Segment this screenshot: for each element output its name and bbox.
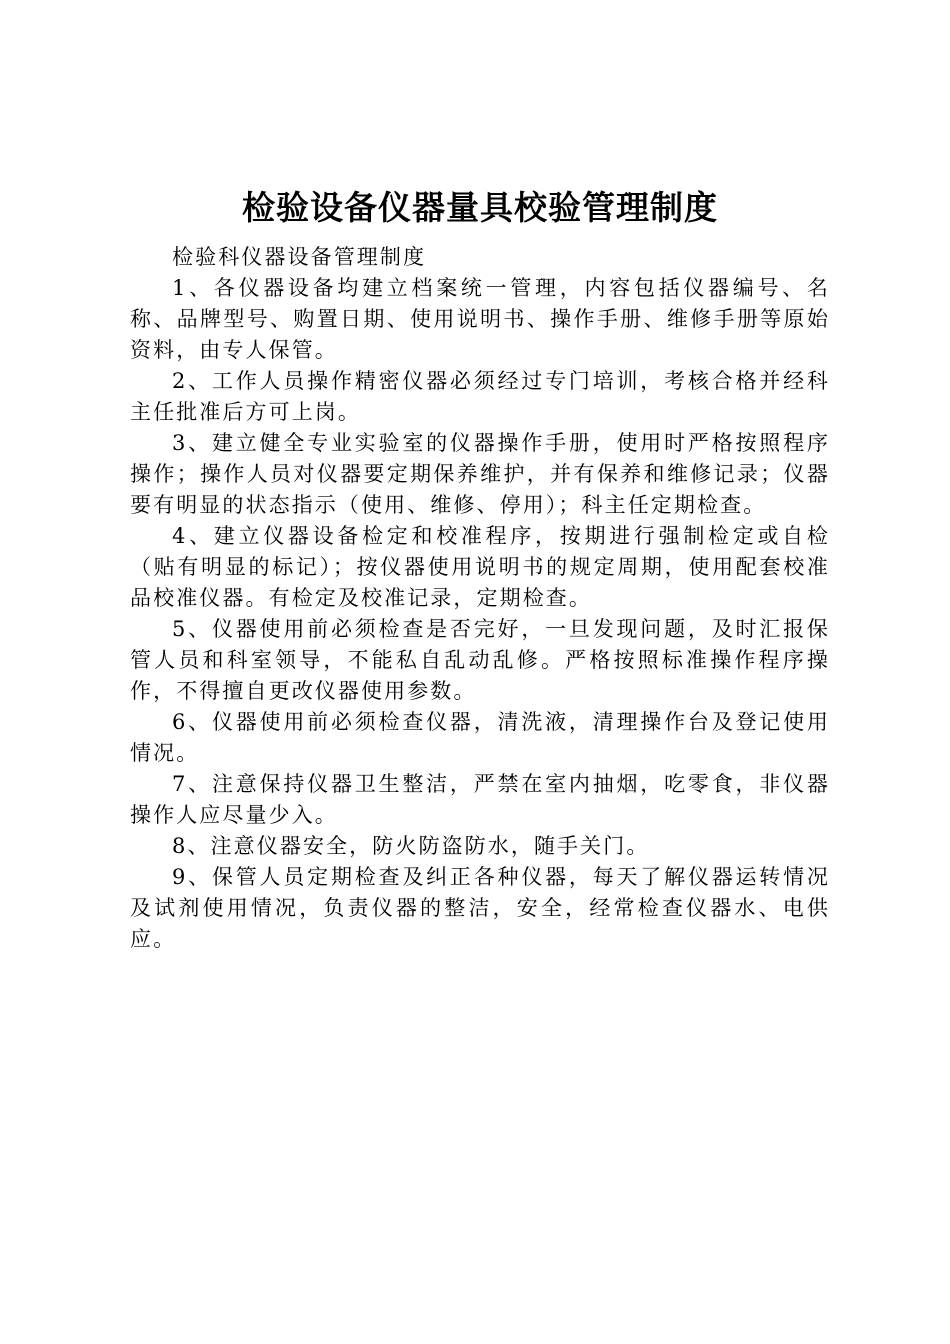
paragraph-4: 4、建立仪器设备检定和校准程序，按期进行强制检定或自检（贴有明显的标记）；按仪器使用说明书的规定周期，使用配套校准品校准仪器。有检定及校准记录，定期检查。 (130, 524, 830, 610)
paragraph-2: 2、工作人员操作精密仪器必须经过专门培训，考核合格并经科主任批准后方可上岗。 (130, 369, 830, 424)
paragraph-7: 7、注意保持仪器卫生整洁，严禁在室内抽烟，吃零食，非仪器操作人应尽量少入。 (130, 772, 830, 827)
paragraph-8: 8、注意仪器安全，防火防盗防水，随手关门。 (172, 834, 650, 858)
paragraph-5: 5、仪器使用前必须检查是否完好，一旦发现问题，及时汇报保管人员和科室领导，不能私自乱动乱修。严格按照标准操作程序操作，不得擅自更改仪器使用参数。 (130, 617, 830, 703)
paragraph-1: 1、各仪器设备均建立档案统一管理，内容包括仪器编号、名称、品牌型号、购置日期、使用说明书、操作手册、维修手册等原始资料，由专人保管。 (130, 276, 830, 362)
document-title: 检验设备仪器量具校验管理制度 (242, 188, 718, 227)
paragraph-9: 9、保管人员定期检查及纠正各种仪器，每天了解仪器运转情况及试剂使用情况，负责仪器的整洁，安全，经常检查仪器水、电供应。 (130, 865, 830, 951)
paragraph-6: 6、仪器使用前必须检查仪器，清洗液，清理操作台及登记使用情况。 (130, 710, 830, 765)
document-subtitle: 检验科仪器设备管理制度 (172, 245, 427, 269)
document-page (130, 182, 830, 955)
paragraph-3: 3、建立健全专业实验室的仪器操作手册，使用时严格按照程序操作；操作人员对仪器要定期保养维护，并有保养和维修记录；仪器要有明显的状态指示（使用、维修、停用）；科主任定期检查。 (130, 431, 830, 517)
